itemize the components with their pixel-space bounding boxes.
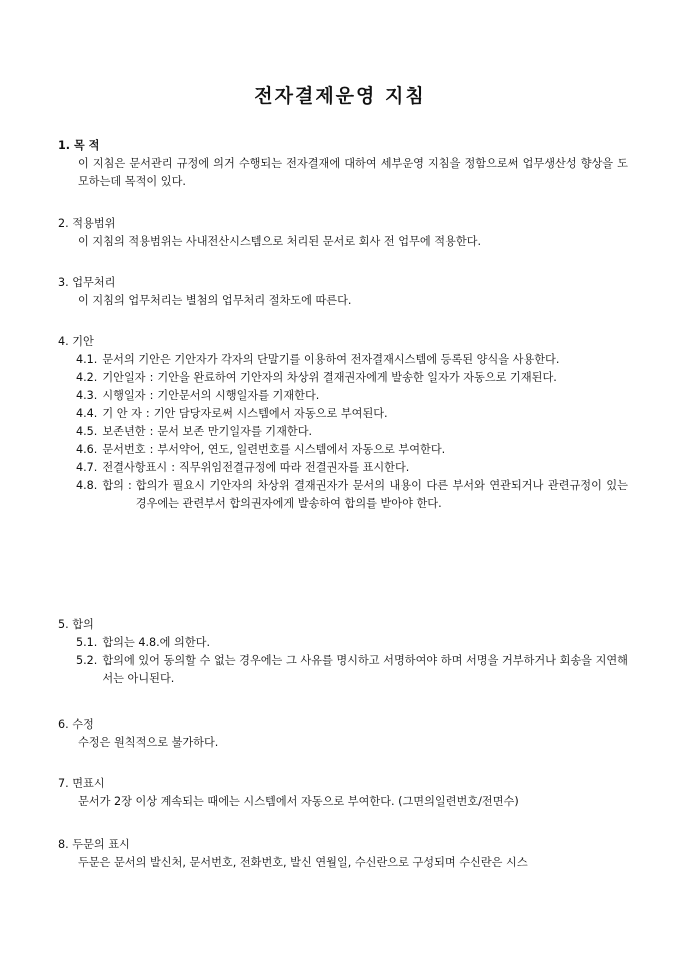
section-heading: 6. 수정 bbox=[58, 718, 94, 731]
document-title: 전자결제운영 지침 bbox=[254, 85, 426, 107]
list-item: 4.2. 기안일자 : 기안을 완료하여 기안자의 차상위 결재권자에게 발송한 일자가 자동으로 기재된다. bbox=[58, 369, 628, 387]
item-text: 합의는 4.8.에 의한다. bbox=[102, 636, 211, 649]
section-body: 수정은 원칙적으로 불가하다. bbox=[78, 736, 219, 749]
item-label: 보존년한 bbox=[102, 425, 146, 438]
item-number: 4.4. bbox=[76, 407, 98, 420]
section-heading: 5. 합의 bbox=[58, 618, 94, 631]
item-text: 합의에 있어 동의할 수 없는 경우에는 그 사유를 명시하고 서명하여야 하며 서명을 거부하거나 회송을 지연해서는 아니된다. bbox=[102, 654, 628, 685]
list-item bbox=[58, 634, 628, 652]
item-text: 직무위임전결규정에 따라 전결권자를 표시한다. bbox=[178, 461, 410, 474]
item-number: 4.6. bbox=[76, 443, 98, 456]
section-page-marking bbox=[58, 775, 628, 811]
item-text: 문서의 기안은 기안자가 각자의 단말기를 이용하여 전자결재시스템에 등록된 양식을 사용한다. bbox=[102, 353, 560, 366]
section-body: 두문은 문서의 발신처, 문서번호, 전화번호, 발신 연월일, 수신란으로 구성되며 수신란은 시스 bbox=[78, 856, 528, 869]
item-text: 문서 보존 만기일자를 기재한다. bbox=[157, 425, 313, 438]
section-body: 이 지침의 적용범위는 사내전산시스템으로 처리된 문서로 회사 전 업무에 적용한다. bbox=[78, 235, 482, 248]
list-item bbox=[58, 351, 628, 369]
list-item: 4.8. 합의 : 합의가 필요시 기안자의 차상위 결재권자가 문서의 내용이 다른 부서와 연관되거나 관련규정이 있는 경우에는 관련부서 합의권자에게 발송하여 합의를 받아야 한다. bbox=[58, 477, 628, 513]
item-text: 기안문서의 시행일자를 기재한다. bbox=[157, 389, 320, 402]
item-number: 4.5. bbox=[76, 425, 98, 438]
section-body: 이 지침은 문서관리 규정에 의거 수행되는 전자결재에 대하여 세부운영 지침을 정함으로써 업무생산성 향상을 도모하는데 목적이 있다. bbox=[78, 157, 628, 188]
item-number: 4.2. bbox=[76, 371, 98, 384]
item-label: 시행일자 bbox=[102, 389, 146, 402]
section-heading: 1. 목 적 bbox=[58, 139, 100, 152]
item-number: 4.3. bbox=[76, 389, 98, 402]
section-heading: 2. 적용범위 bbox=[58, 217, 116, 230]
list-item: 4.7. 전결사항표시 : 직무위임전결규정에 따라 전결권자를 표시한다. bbox=[58, 459, 628, 477]
item-number: 4.1. bbox=[76, 353, 98, 366]
item-label: 기안일자 bbox=[102, 371, 146, 384]
section-processing bbox=[58, 274, 628, 310]
list-item: 4.6. 문서번호 : 부서약어, 연도, 일련번호를 시스템에서 자동으로 부여한다. bbox=[58, 441, 628, 459]
section-revision bbox=[58, 716, 628, 752]
item-label: 기 안 자 bbox=[102, 407, 142, 420]
item-label: 전결사항표시 bbox=[102, 461, 168, 474]
item-label: 합의 bbox=[102, 479, 124, 492]
section-agreement bbox=[58, 616, 628, 688]
item-text: 합의가 필요시 기안자의 차상위 결재권자가 문서의 내용이 다른 부서와 연관되거나 관련규정이 있는 경우에는 관련부서 합의권자에게 발송하여 합의를 받아야 한다. bbox=[135, 479, 628, 510]
section-heading: 3. 업무처리 bbox=[58, 276, 116, 289]
list-item: 4.3. 시행일자 : 기안문서의 시행일자를 기재한다. bbox=[58, 387, 628, 405]
section-heading: 4. 기안 bbox=[58, 335, 94, 348]
item-text: 부서약어, 연도, 일련번호를 시스템에서 자동으로 부여한다. bbox=[157, 443, 446, 456]
item-number: 4.7. bbox=[76, 461, 98, 474]
section-drafting bbox=[58, 333, 628, 513]
item-text: 기안 담당자로써 시스템에서 자동으로 부여된다. bbox=[153, 407, 388, 420]
item-number: 5.1. bbox=[76, 636, 98, 649]
section-purpose bbox=[58, 137, 628, 191]
list-item bbox=[58, 652, 628, 688]
section-body: 문서가 2장 이상 계속되는 때에는 시스템에서 자동으로 부여한다. (그면의일련번호/전면수) bbox=[78, 795, 519, 808]
item-label: 문서번호 bbox=[102, 443, 146, 456]
section-header-display bbox=[58, 836, 628, 872]
section-scope bbox=[58, 215, 628, 251]
item-number: 4.8. bbox=[76, 479, 98, 492]
section-heading: 8. 두문의 표시 bbox=[58, 838, 130, 851]
item-number: 5.2. bbox=[76, 654, 98, 667]
list-item: 4.5. 보존년한 : 문서 보존 만기일자를 기재한다. bbox=[58, 423, 628, 441]
section-body: 이 지침의 업무처리는 별첨의 업무처리 절차도에 따른다. bbox=[78, 294, 352, 307]
section-heading: 7. 면표시 bbox=[58, 777, 105, 790]
list-item: 4.4. 기 안 자 : 기안 담당자로써 시스템에서 자동으로 부여된다. bbox=[58, 405, 628, 423]
item-text: 기안을 완료하여 기안자의 차상위 결재권자에게 발송한 일자가 자동으로 기재된다. bbox=[157, 371, 557, 384]
